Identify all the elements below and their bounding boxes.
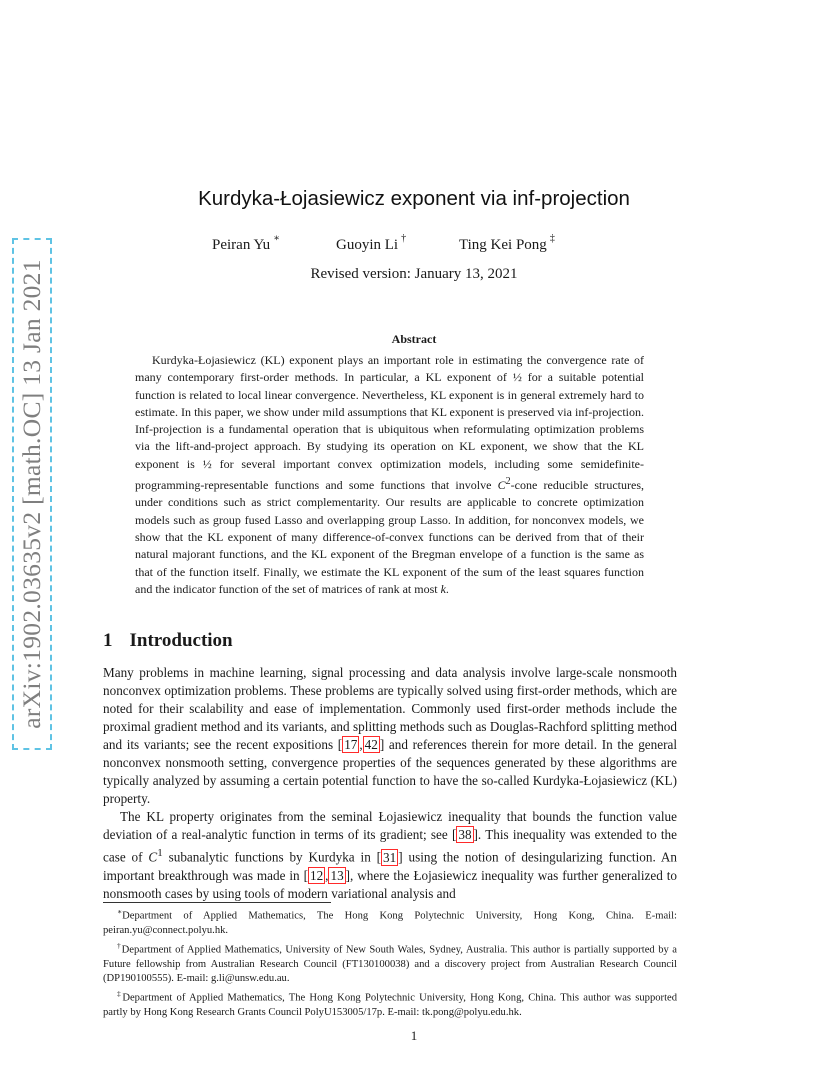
section-number: 1 (103, 630, 113, 651)
footnote-rule (103, 902, 331, 903)
author-1-mark[interactable]: ∗ (273, 233, 280, 244)
paper-title: Kurdyka-Łojasiewicz exponent via inf-projection (198, 187, 630, 210)
footnotes (103, 905, 677, 1021)
citation-link[interactable]: 42 (364, 737, 378, 753)
paragraph: Many problems in machine learning, signal processing and data analysis involve large-scale nonsmooth nonconvex optimization problems. These problems are typically solved using first-order methods, which are noted for their scalability and ease of implementation. Commonly used first-order methods include the proximal gradient method and its variants, and splitting methods such as Douglas-Rachford splitting method and its variants; see the recent expositions [ 17 , 42 ] and references therein for more detail. In the general nonconvex nonsmooth setting, convergence properties of the sequences generated by these algorithms are typically analyzed by assuming a certain potential function to have the so-called Kurdyka-Łojasiewicz (KL) property. (103, 665, 677, 807)
citation-link[interactable]: 12 (309, 867, 324, 883)
arxiv-stamp (12, 238, 52, 750)
abstract (135, 352, 644, 598)
abstract-paragraph: Kurdyka-Łojasiewicz (KL) exponent plays an important role in estimating the convergence rate of many contemporary first-order methods. In particular, a KL exponent of ½ for a suitable potential function is related to local linear convergence. Nevertheless, KL exponent is in general extremely hard to estimate. In this paper, we show under mild assumptions that KL exponent is preserved via inf-projection. Inf-projection is a fundamental operation that is ubiquitous when reformulating optimization problems via the lift-and-project approach. By studying its operation on KL exponent, we show that the KL exponent is ½ for several important convex optimization models, including some semidefinite-programming-representable functions and some functions that involve $C^2$-cone reducible structures, under conditions such as strict complementarity. Our results are applicable to concrete optimization models such as group fused Lasso and overlapping group Lasso. In addition, for nonconvex models, we show that the KL exponent of many difference-of-convex functions can be derived from that of their natural majorant functions, and the KL exponent of the Bregman envelope of a function is the same as that of the function itself. Finally, we estimate the KL exponent of the sum of the least squares function and the indicator function of the set of matrices of rank at most k. (135, 353, 645, 596)
arxiv-id[interactable]: arXiv:1902.03635v2 [math.OC] 13 Jan 2021 (17, 259, 46, 729)
footnote: ∗Department of Applied Mathematics, The Hong Kong Polytechnic University, Hong Kong, China. E-mail: peiran.yu@connect.polyu.hk. (103, 907, 677, 936)
introduction-text (103, 664, 677, 903)
section-heading (103, 630, 233, 652)
page-number: 1 (410, 1028, 418, 1043)
section-title: Introduction (129, 630, 233, 651)
fraction: ½ (512, 370, 522, 385)
citation-link[interactable]: 17 (344, 737, 358, 753)
fraction: ½ (202, 456, 212, 471)
author-2: Guoyin Li † (336, 233, 407, 253)
citation-link[interactable]: 13 (330, 867, 344, 883)
citation-link[interactable]: 31 (383, 849, 397, 865)
revised-date: Revised version: January 13, 2021 (310, 266, 518, 282)
paragraph: The KL property originates from the seminal Łojasiewicz inequality that bounds the function value deviation of a real-analytic function in terms of its gradient; see [ 38 ]. This inequality was extended to the case of $C^1$ subanalytic functions by Kurdyka in [ 31 ] using the notion of desingularizing function. An important breakthrough was made in [ 12 , 13 ], where the Łojasiewicz inequality was further generalized to nonsmooth cases by using tools of modern variational analysis and (103, 809, 678, 901)
citation-link[interactable]: 38 (458, 827, 472, 843)
author-list (0, 235, 828, 257)
author-3: Ting Kei Pong ‡ (459, 233, 555, 253)
footnote: ‡Department of Applied Mathematics, The Hong Kong Polytechnic University, Hong Kong, China. This author was supported partly by Hong Kong Research Grants Council PolyU153005/17p. E-mail: tk.pong@polyu.edu.hk. (103, 989, 678, 1018)
abstract-heading: Abstract (391, 332, 437, 346)
footnote: †Department of Applied Mathematics, University of New South Wales, Sydney, Australia. This author is partially supported by a Future fellowship from Australian Research Council (FT130100038) and a discovery project from Australian Research Council (DP190100555). E-mail: g.li@unsw.edu.au. (103, 940, 678, 984)
author-1: Peiran Yu ∗ (212, 233, 280, 253)
author-2-mark[interactable]: † (401, 233, 407, 244)
author-3-mark[interactable]: ‡ (549, 233, 555, 244)
